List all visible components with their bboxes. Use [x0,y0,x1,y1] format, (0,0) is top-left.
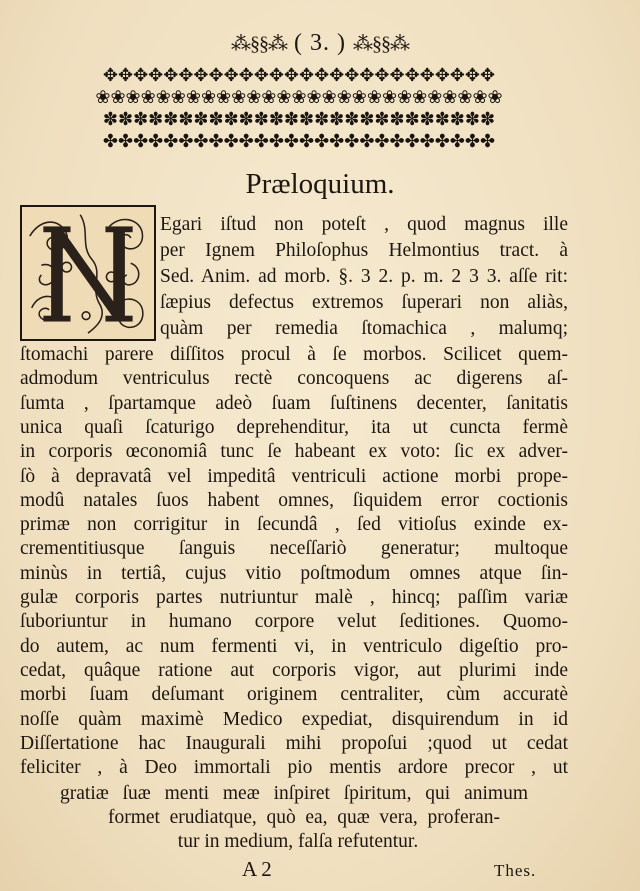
text-line: Sed. Anim. ad morb. §. 3 2. p. m. 2 3 3. aſſe rit: [160,266,568,287]
text-line: crementitiusque ſanguis neceſſariò generatur; multoque [20,538,568,560]
text-line: ſæpius defectus extremos ſuperari non aliàs, [160,292,568,313]
text-line: tur in medium, falſa refutentur. [177,831,419,852]
text-line: admodum ventriculus rectè concoquens ac digerens aſ- [20,368,568,390]
text-line: gratiæ ſuæ menti meæ inſpiret ſpiritum, qui animum [60,783,528,804]
text-line: per Ignem Philoſophus Helmontius tract. à [160,240,568,261]
text-line: modû natales ſuos habent omnes, ſiquidem error coctionis [20,489,568,511]
text-line: feliciter , à Deo immortali pio mentis ardore precor , ut [20,757,568,779]
text-line: ſuboriuntur in humano corpore velut ſeditiones. Quomo- [20,611,568,633]
catchword: Thes. [494,861,537,880]
ornament-row: ❀❀❀❀❀❀❀❀❀❀❀❀❀❀❀❀❀❀❀❀❀❀❀❀❀❀❀ [95,87,503,107]
text-line: quàm per remedia ſtomachica , malumq; [160,318,568,339]
text-line: ſumta , ſpartamque adeò ſuam ſuſtinens decenter, ſanitatis [20,392,568,414]
text-line: do autem, ac num fermenti vi, in ventriculo digeſtio pro- [20,635,568,657]
right-head-ornament: ⁂§§⁂ [352,33,409,55]
text-line: Diſſertatione hac Inaugurali mihi propoſui ;quod ut cedat [20,732,568,754]
text-line: minùs in tertiâ, cujus vitio poſtmodum omnes atque ſin- [20,562,568,584]
text-line: Egari iſtud non poteſt , quod magnus ille [160,214,568,235]
dropcap-art [22,207,154,339]
text-line: ſtomachi parere diſſitos procul à ſe morbos. Scilicet quem- [20,344,568,365]
text-line: cedat, quâque ratione aut corporis vigor, aut plurimi inde [20,659,568,681]
running-head [0,30,640,57]
text-line: unica quaſi ſcaturigo deprehenditur, ita ut cuncta fermè [20,416,568,438]
ornament-row: ✤✤✤✤✤✤✤✤✤✤✤✤✤✤✤✤✤✤✤✤✤✤✤✤✤✤ [102,131,496,151]
text-line: primæ non corrigitur in ſecundâ , ſed vitioſus exinde ex- [20,514,568,536]
text-line: in corporis œconomiâ tunc ſe habeant ex voto: ſic ex adver- [20,441,568,463]
signature-mark: A 2 [242,857,272,881]
ornament-row: ✽✽✽✽✽✽✽✽✽✽✽✽✽✽✽✽✽✽✽✽✽✽✽✽✽✽ [102,109,496,129]
page-number: ( 3. ) [294,30,346,56]
page-title: Præloquium. [245,168,395,200]
text-line: noſſe quàm maximè Medico expediat, disquirendum in id [20,708,568,730]
left-head-ornament: ⁂§§⁂ [231,33,287,55]
text-line: morbi ſuam deſumant originem centraliter, cùm accuratè [20,684,568,706]
text-line: gulæ corporis partes nutriuntur malè , hincq; paſſim variæ [20,587,568,608]
ornament-band [26,64,572,158]
text-line: formet erudiatque, quò ea, quæ vera, proferan- [108,807,500,828]
text-line: ſò à depravatâ vel impeditâ ventriculi actione morbi prope- [20,465,568,487]
dropcap-n-icon [20,205,156,341]
ornament-row: ✥✥✥✥✥✥✥✥✥✥✥✥✥✥✥✥✥✥✥✥✥✥✥✥✥✥ [102,65,496,85]
